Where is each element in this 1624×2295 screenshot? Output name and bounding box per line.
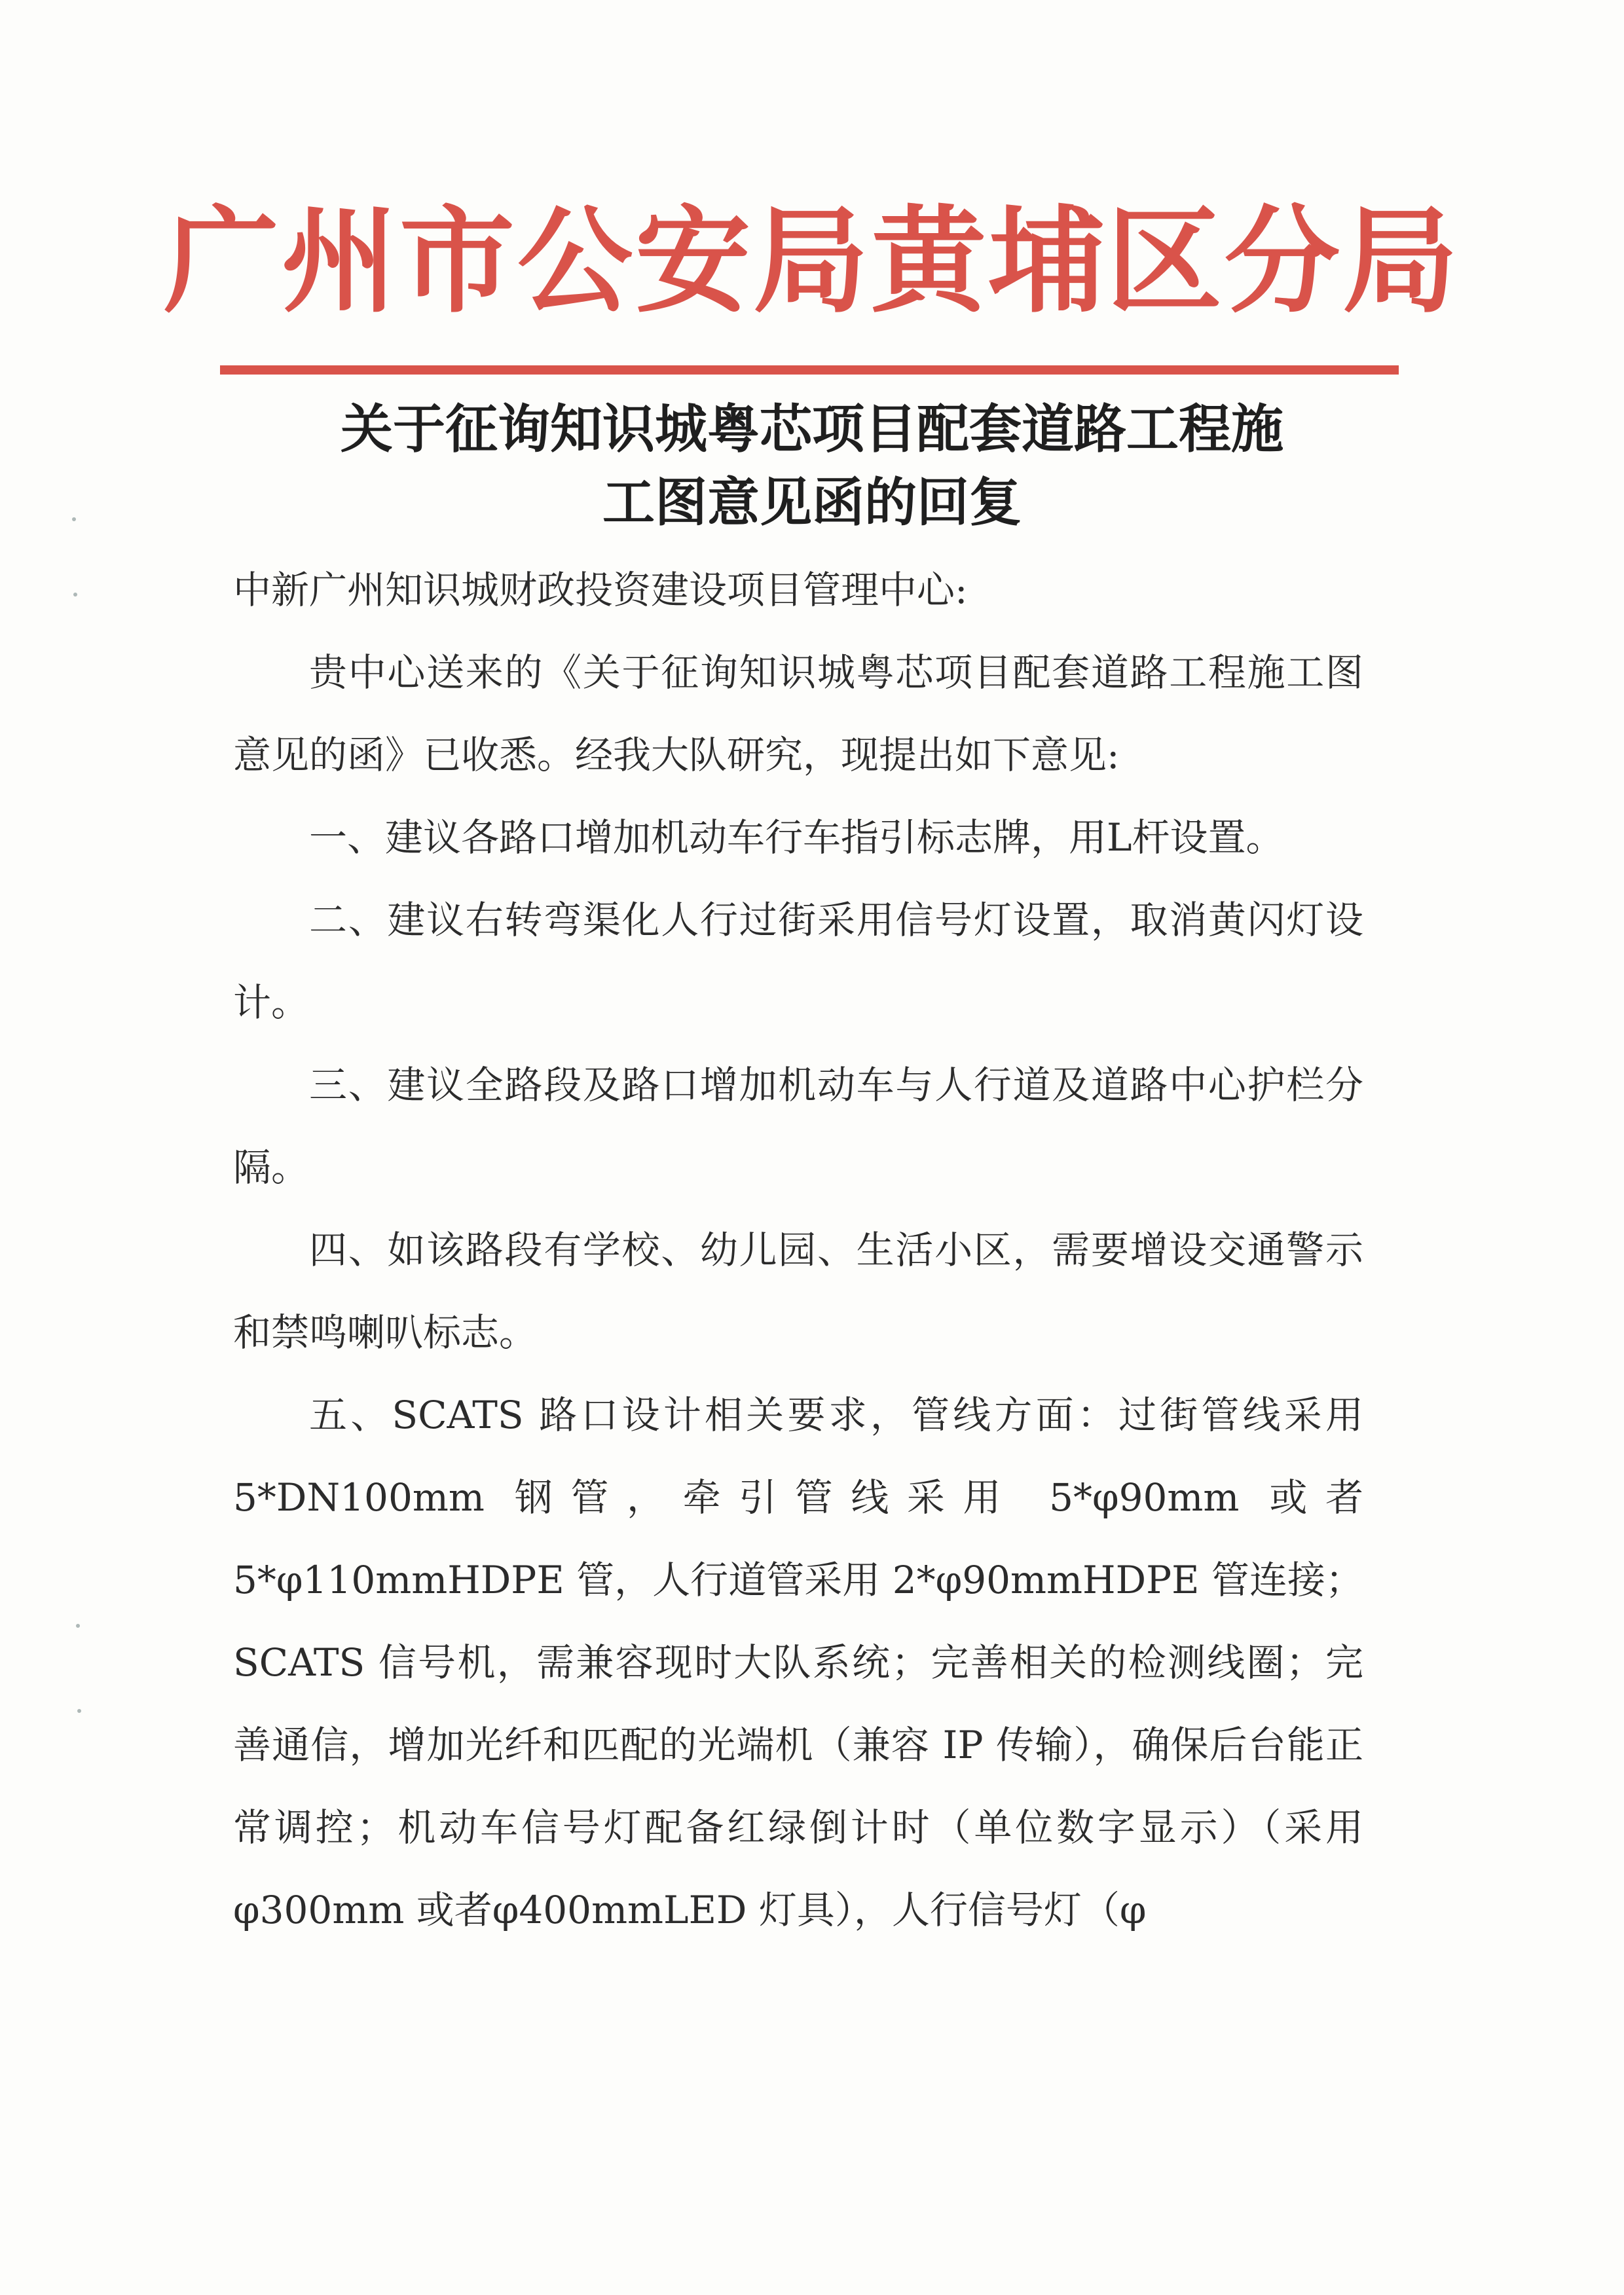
title-line-2: 工图意见函的回复: [602, 472, 1022, 533]
letterhead-title: 广州市公安局黄埔区分局: [163, 194, 1460, 329]
document-title: [196, 393, 1428, 540]
paragraph-item-4: 四、如该路段有学校、幼儿园、生活小区，需要增设交通警示和禁鸣喇叭标志。: [233, 1228, 1363, 1355]
paragraph-item-1: 一、建议各路口增加机动车行车指引标志牌，用L杆设置。: [309, 815, 1284, 860]
scan-artifact: [72, 517, 76, 521]
addressee: 中新广州知识城财政投资建设项目管理中心:: [233, 568, 968, 612]
paragraph-item-2: 二、建议右转弯渠化人行过街采用信号灯设置，取消黄闪灯设计。: [233, 898, 1363, 1025]
red-divider-line: [220, 365, 1399, 375]
title-line-1: 关于征询知识城粤芯项目配套道路工程施: [341, 399, 1283, 460]
letter-body: [233, 549, 1363, 1951]
scan-artifact: [76, 1624, 80, 1628]
paragraph-item-5: 五、SCATS 路口设计相关要求，管线方面：过街管线采用 5*DN100mm 钢管，牵引管线采用 5*φ90mm 或者 5*φ110mmHDPE 管，人行道管采用 2*φ90mmHDPE 管连接；SCATS 信号机，需兼容现时大队系统；完善相关的检测线圈；完善通信，增加光纤和匹配的光端机（兼容 IP 传输），确保后台能正常调控；机动车信号灯配备红绿倒计时（单位数字显示）（采用φ300mm 或者φ400mmLED 灯具），人行信号灯（φ: [233, 1393, 1363, 1932]
paragraph-item-3: 三、建议全路段及路口增加机动车与人行道及道路中心护栏分隔。: [233, 1063, 1363, 1190]
scan-artifact: [73, 593, 77, 597]
scan-artifact: [77, 1709, 81, 1713]
paragraph-intro: 贵中心送来的《关于征询知识城粤芯项目配套道路工程施工图意见的函》已收悉。经我大队研究，现提出如下意见:: [233, 650, 1363, 777]
